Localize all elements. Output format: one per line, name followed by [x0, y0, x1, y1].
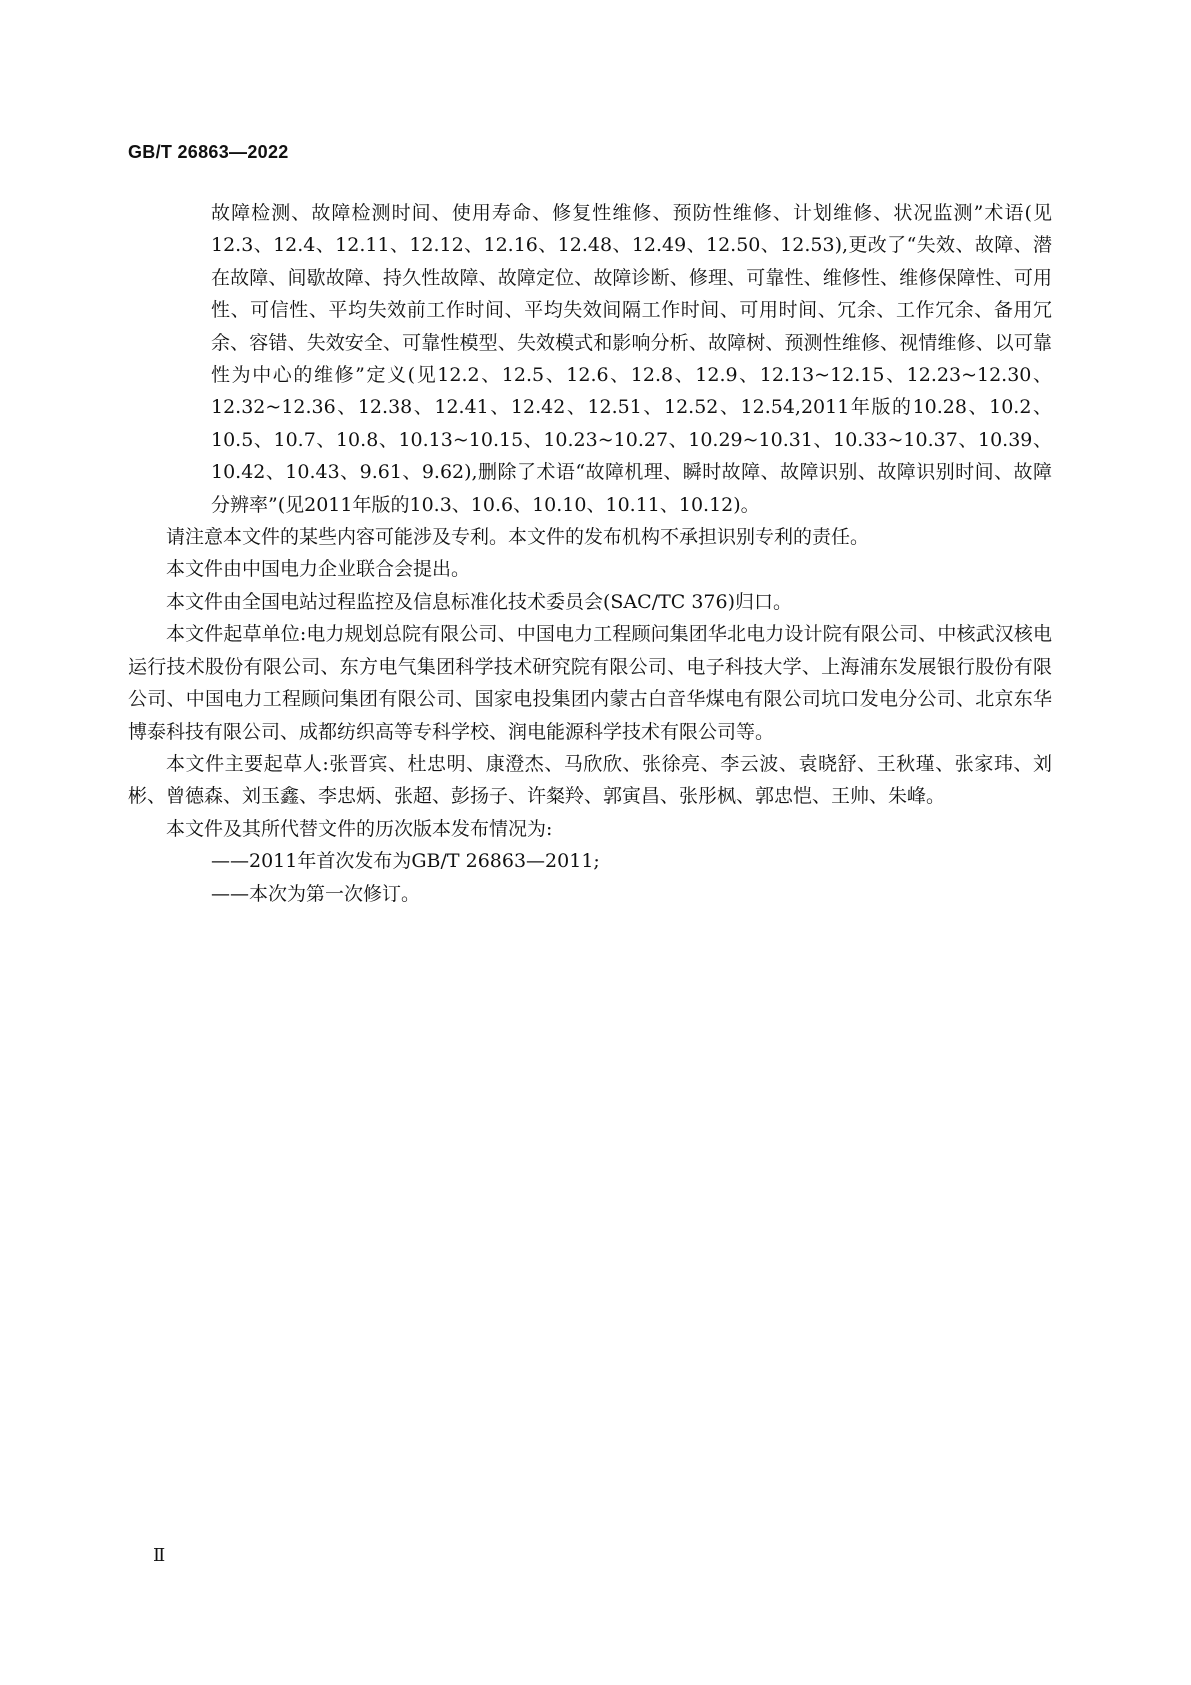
foreword-body [128, 197, 1052, 910]
proposer-statement: 本文件由中国电力企业联合会提出。 [166, 558, 471, 581]
page-number: Ⅱ [153, 1545, 166, 1566]
version-history-intro: 本文件及其所代替文件的历次版本发布情况为: [166, 817, 553, 840]
centralized-statement: 本文件由全国电站过程监控及信息标准化技术委员会(SAC/TC 376)归口。 [166, 590, 793, 613]
version-history-item: ——本次为第一次修订。 [211, 882, 421, 905]
main-drafters: 本文件主要起草人:张晋宾、杜忠明、康澄杰、马欣欣、张徐亮、李云波、袁晓舒、王秋瑾、张家玮、刘彬、曾德森、刘玉鑫、李忠炳、张超、彭扬子、许粲羚、郭寅昌、张彤枫、郭忠恺、王帅、朱峰。 [128, 752, 1052, 808]
terms-change-continuation: 故障检测、故障检测时间、使用寿命、修复性维修、预防性维修、计划维修、状况监测”术语(见12.3、12.4、12.11、12.12、12.16、12.48、12.49、12.50、12.53),更改了“失效、故障、潜在故障、间歇故障、持久性故障、故障定位、故障诊断、修理、可靠性、维修性、维修保障性、可用性、可信性、平均失效前工作时间、平均失效间隔工作时间、可用时间、冗余、工作冗余、备用冗余、容错、失效安全、可靠性模型、失效模式和影响分析、故障树、预测性维修、视情维修、以可靠性为中心的维修”定义(见12.2、12.5、12.6、12.8、12.9、12.13~12.15、12.23~12.30、12.32~12.36、12.38、12.41、12.42、12.51、12.52、12.54,2011年版的10.28、10.2、10.5、10.7、10.8、10.13~10.15、10.23~10.27、10.29~10.31、10.33~10.37、10.39、10.42、10.43、9.61、9.62),删除了术语“故障机理、瞬时故障、故障识别、故障识别时间、故障分辨率”(见2011年版的10.3、10.6、10.10、10.11、10.12)。 [211, 202, 1052, 516]
patent-notice: 请注意本文件的某些内容可能涉及专利。本文件的发布机构不承担识别专利的责任。 [166, 526, 870, 549]
standard-code-header: GB/T 26863—2022 [128, 142, 289, 162]
version-history-item: ——2011年首次发布为GB/T 26863—2011; [211, 850, 600, 873]
drafting-units: 本文件起草单位:电力规划总院有限公司、中国电力工程顾问集团华北电力设计院有限公司、中核武汉核电运行技术股份有限公司、东方电气集团科学技术研究院有限公司、电子科技大学、上海浦东发展银行股份有限公司、中国电力工程顾问集团有限公司、国家电投集团内蒙古白音华煤电有限公司坑口发电分公司、北京东华博泰科技有限公司、成都纺织高等专科学校、润电能源科学技术有限公司等。 [128, 623, 1052, 743]
